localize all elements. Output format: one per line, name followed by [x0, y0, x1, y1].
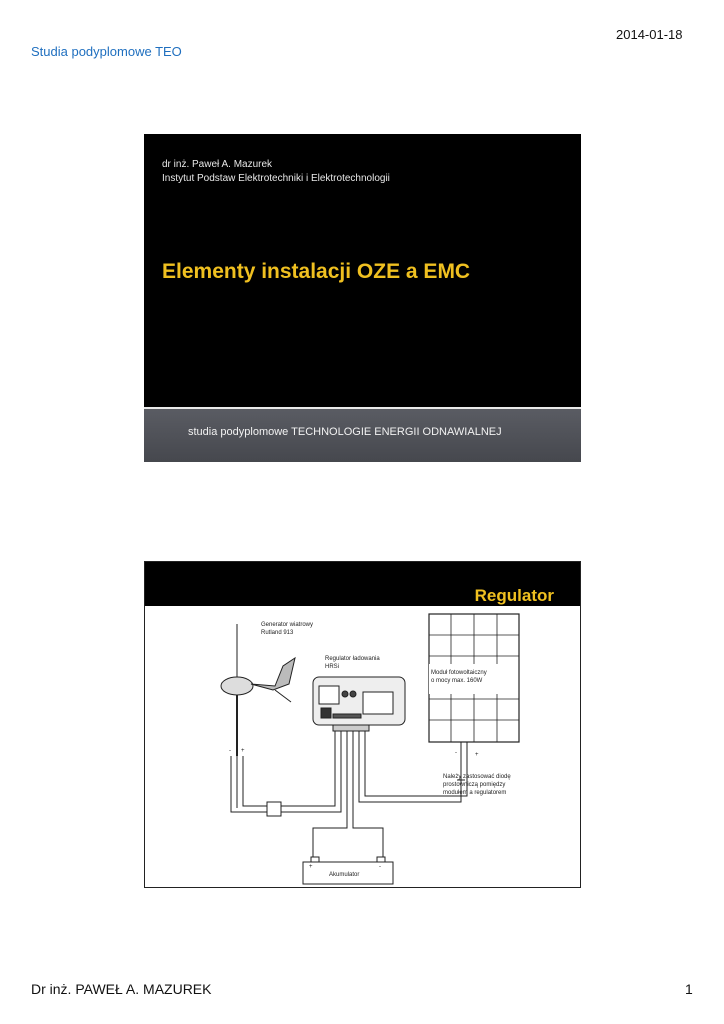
slide-regulator-title: Regulator [474, 586, 554, 605]
battery-plus: + [309, 864, 313, 870]
module-label-1: Moduł fotowoltaiczny [431, 670, 487, 676]
regulator-label-1: Regulator ładowania [325, 656, 380, 662]
module-plus: + [475, 752, 479, 758]
slide-regulator [144, 561, 581, 888]
slide-author: dr inż. Paweł A. Mazurek [162, 159, 273, 170]
generator-plus: + [241, 748, 245, 754]
slide-title [144, 134, 581, 462]
diode-label-2: prostowniczą pomiędzy [443, 782, 506, 788]
battery-minus: - [379, 864, 381, 870]
battery-icon [303, 857, 393, 884]
slide-main-title: Elementy instalacji OZE a EMC [162, 260, 471, 283]
installation-diagram [145, 606, 580, 887]
charge-regulator-icon [313, 677, 405, 731]
footer-author: Dr inż. PAWEŁ A. MAZUREK [31, 981, 212, 997]
generator-minus: - [229, 748, 231, 754]
module-label-2: o mocy max. 160W [431, 678, 483, 684]
battery-label: Akumulator [329, 872, 360, 878]
course-name: Studia podyplomowe TEO [31, 44, 182, 59]
slide-subtitle: studia podyplomowe TECHNOLOGIE ENERGII ODNAWIALNEJ [188, 426, 502, 438]
module-minus: - [455, 750, 457, 756]
diode-label-1: Należy zastosować diodę [443, 774, 511, 780]
diode-label-3: modułem a regulatorem [443, 790, 507, 796]
page-date: 2014-01-18 [616, 27, 683, 42]
generator-label-1: Generator wiatrowy [261, 622, 314, 628]
regulator-label-2: HRSi [325, 664, 340, 670]
page-number: 1 [685, 981, 693, 997]
slide-institute: Instytut Podstaw Elektrotechniki i Elektrotechnologii [162, 173, 390, 184]
wiring [231, 731, 467, 861]
generator-label-2: Rutland 913 [261, 630, 294, 636]
wind-turbine-icon [221, 624, 295, 808]
